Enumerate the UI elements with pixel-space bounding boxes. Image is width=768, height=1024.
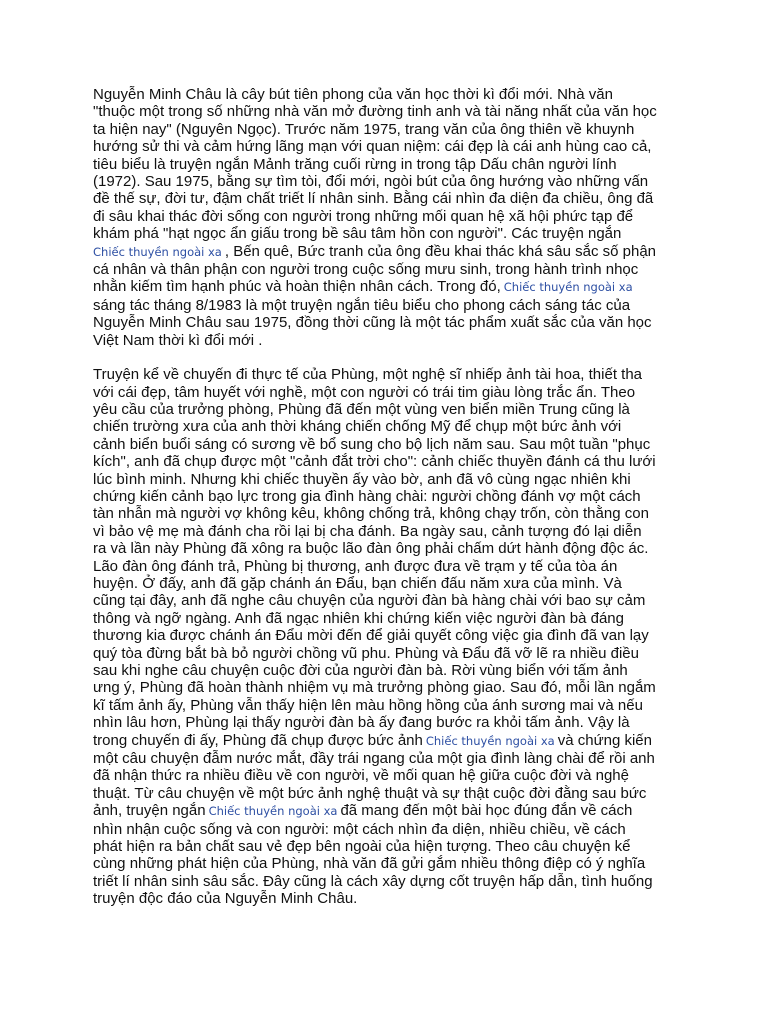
text-line [93, 261, 683, 278]
text-line [93, 173, 683, 190]
line-text: đã mang đến một bài học đúng đắn về cách [340, 802, 633, 820]
text-line [93, 821, 683, 838]
line-text: hướng sử thi và cảm hứng lãng mạn với quan niệm: cái đẹp là cái anh hùng cao cả, [93, 138, 652, 156]
line-text: ảnh, truyện ngắn [93, 802, 206, 820]
line-text: kĩ tấm ảnh ấy, Phùng vẫn thấy hiện lên màu hồng hồng của ánh sương mai và nếu [93, 696, 643, 714]
line-text: Nguyễn Minh Châu sau 1975, đồng thời cũng là một tác phẩm xuất sắc của văn học [93, 314, 652, 332]
line-text: vì bảo vệ mẹ mà đánh cha rồi lại bị cha đánh. Ba ngày sau, cảnh tượng đó lại diễn [93, 522, 642, 540]
line-text: phát hiện ra bản chất sau vẻ đẹp bên ngoài của hiện tượng. Theo câu chuyện kể [93, 838, 631, 856]
line-text: và chứng kiến [557, 731, 652, 749]
line-text: thuật. Từ câu chuyện về một bức ảnh nghệ thuật và sự thật cuộc đời đằng sau bức [93, 784, 647, 802]
text-line [93, 436, 683, 453]
line-text: quý tòa đừng bắt bà bỏ người chồng vũ phu. Phùng và Đẩu đã vỡ lẽ ra nhiều điều [93, 644, 639, 662]
text-line [93, 523, 683, 540]
text-line [93, 750, 683, 767]
text-line [93, 505, 683, 522]
story-title-link[interactable]: Chiếc thuyền ngoài xa [425, 733, 555, 748]
paragraph-summary [93, 366, 683, 908]
text-line [93, 243, 683, 261]
line-text: cũng tại đây, anh đã nghe câu chuyện của người đàn bà hàng chài với bao sự cảm [93, 592, 646, 610]
line-text: một câu chuyện đẫm nước mắt, đầy trái ngang của một gia đình làng chài để rồi anh [93, 750, 655, 768]
text-line [93, 540, 683, 557]
text-line [93, 592, 683, 609]
line-text: Truyện kể về chuyến đi thực tế của Phùng, một nghệ sĩ nhiếp ảnh tài hoa, thiết tha [93, 366, 643, 384]
document-page [93, 86, 683, 908]
text-line [93, 103, 683, 120]
line-text: sáng tác tháng 8/1983 là một truyện ngắn tiêu biểu cho phong cách sáng tác của [93, 296, 631, 314]
line-text: thương kia được chánh án Đẩu mời đến để giải quyết công việc gia đình đã van lạy [93, 627, 649, 645]
line-text: trong chuyến đi ấy, Phùng đã chụp được bức ảnh [93, 731, 423, 749]
text-line [93, 297, 683, 314]
line-text: yêu cầu của trưởng phòng, Phùng đã đến một vùng ven biển miền Trung cũng là [93, 400, 630, 418]
line-text: thông và ngỡ ngàng. Anh đã ngạc nhiên khi chứng kiến việc người đàn bà đáng [93, 609, 624, 627]
line-text: cùng những phát hiện của Phùng, nhà văn đã gửi gắm nhiều thông điệp có ý nghĩa [93, 855, 646, 873]
line-text: Việt Nam thời kì đổi mới . [93, 331, 263, 349]
line-text: lúc bình minh. Nhưng khi chiếc thuyền ấy vào bờ, anh đã vô cùng ngạc nhiên khi [93, 470, 631, 488]
text-line [93, 384, 683, 401]
text-line [93, 767, 683, 784]
text-line [93, 855, 683, 872]
paragraph-intro [93, 86, 683, 349]
text-line [93, 225, 683, 242]
line-text: sau khi nghe câu chuyện cuộc đời của người đàn bà. Rời vùng biển với tấm ảnh [93, 662, 628, 679]
line-text: ưng ý, Phùng đã hoàn thành nhiệm vụ mà trưởng phòng giao. Sau đó, mỗi lần ngắm [93, 679, 656, 697]
line-text: , Bến quê, Bức tranh của ông đều khai thác khá sâu sắc số phận [224, 242, 657, 260]
text-line [93, 86, 683, 103]
text-line [93, 873, 683, 890]
text-line [93, 332, 683, 349]
text-line [93, 610, 683, 627]
text-line [93, 401, 683, 418]
text-line [93, 838, 683, 855]
text-line [93, 697, 683, 714]
line-text: ra và lần này Phùng đã xông ra buộc lão đàn ông phải chấm dứt hành động độc ác. [93, 540, 649, 558]
line-text: khám phá "hạt ngọc ẩn giấu trong bề sâu tâm hồn con người". Các truyện ngắn [93, 225, 622, 243]
text-line [93, 575, 683, 592]
text-line [93, 366, 683, 383]
text-line [93, 418, 683, 435]
text-line [93, 890, 683, 907]
text-line [93, 714, 683, 731]
text-line [93, 138, 683, 155]
text-line [93, 785, 683, 802]
line-text: với cái đẹp, tâm huyết với nghề, một con người có trái tim giàu lòng trắc ẩn. Theo [93, 383, 636, 401]
line-text: huyện. Ở đấy, anh đã gặp chánh án Đẩu, bạn chiến đấu năm xưa của mình. Và [93, 574, 622, 592]
line-text: nhìn nhận cuộc sống và con người: một cách nhìn đa diện, nhiều chiều, về cách [93, 820, 626, 838]
line-text: đi sâu khai thác đời sống con người trong những mối quan hệ xã hội phức tạp để [93, 207, 634, 225]
story-title-link[interactable]: Chiếc thuyền ngoài xa [208, 804, 338, 819]
line-text: ta hiện nay" (Nguyên Ngọc). Trước năm 1975, trang văn của ông thiên về khuynh [93, 120, 635, 138]
line-text: nhằn kiếm tìm hạnh phúc và hoàn thiện nhân cách. Trong đó, [93, 278, 501, 296]
line-text: nhìn lâu hơn, Phùng lại thấy người đàn bà ấy đang bước ra khỏi tấm ảnh. Vậy là [93, 714, 630, 732]
line-text: cá nhân và thân phận con người trong cuộc sống mưu sinh, trong hành trình nhọc [93, 261, 639, 279]
story-title-link[interactable]: Chiếc thuyền ngoài xa [503, 280, 633, 295]
text-line [93, 802, 683, 820]
line-text: đã nhận thức ra nhiều điều về con người, về mối quan hệ giữa cuộc đời và nghệ [93, 767, 629, 785]
line-text: (1972). Sau 1975, bằng sự tìm tòi, đổi mới, ngòi bút của ông hướng vào những vấn [93, 173, 649, 191]
text-line [93, 208, 683, 225]
line-text: kích", anh đã chụp được một "cảnh đắt trời cho": cảnh chiếc thuyền đánh cá thu lưới [93, 453, 656, 471]
line-text: truyện độc đáo của Nguyễn Minh Châu. [93, 890, 358, 908]
line-text: chứng kiến cảnh bạo lực trong gia đình hàng chài: người chồng đánh vợ một cách [93, 487, 641, 505]
line-text: Lão đàn ông đánh trả, Phùng bị thương, anh được đưa về trạm y tế của tòa án [93, 557, 618, 575]
line-text: tiêu biểu là truyện ngắn Mảnh trăng cuối rừng in trong tập Dấu chân người lính [93, 155, 617, 173]
text-line [93, 121, 683, 138]
text-line [93, 558, 683, 575]
line-text: đề thế sự, đời tư, đậm chất triết lí nhân sinh. Bằng cái nhìn đa diện đa chiều, ông đã [93, 190, 654, 208]
story-title-link[interactable]: Chiếc thuyền ngoài xa [93, 244, 222, 259]
line-text: chiến trường xưa của anh thời kháng chiến chống Mỹ để chụp một bức ảnh với [93, 418, 622, 436]
text-line [93, 679, 683, 696]
text-line [93, 645, 683, 662]
text-line [93, 662, 683, 679]
line-text: Nguyễn Minh Châu là cây bút tiên phong của văn học thời kì đổi mới. Nhà văn [93, 86, 613, 103]
line-text: "thuộc một trong số những nhà văn mở đường tinh anh và tài năng nhất của văn học [93, 103, 657, 121]
text-line [93, 453, 683, 470]
line-text: cảnh biển buổi sáng có sương về bổ sung cho bộ lịch năm sau. Sau một tuần "phục [93, 435, 651, 453]
line-text: tàn nhẫn mà người vợ không kêu, không chống trả, không chạy trốn, còn thằng con [93, 505, 649, 523]
text-line [93, 732, 683, 750]
text-line [93, 278, 683, 296]
text-line [93, 488, 683, 505]
text-line [93, 190, 683, 207]
text-line [93, 156, 683, 173]
text-line [93, 314, 683, 331]
text-line [93, 471, 683, 488]
text-line [93, 627, 683, 644]
line-text: triết lí nhân sinh sâu sắc. Đây cũng là cách xây dựng cốt truyện hấp dẫn, tình huống [93, 872, 653, 890]
